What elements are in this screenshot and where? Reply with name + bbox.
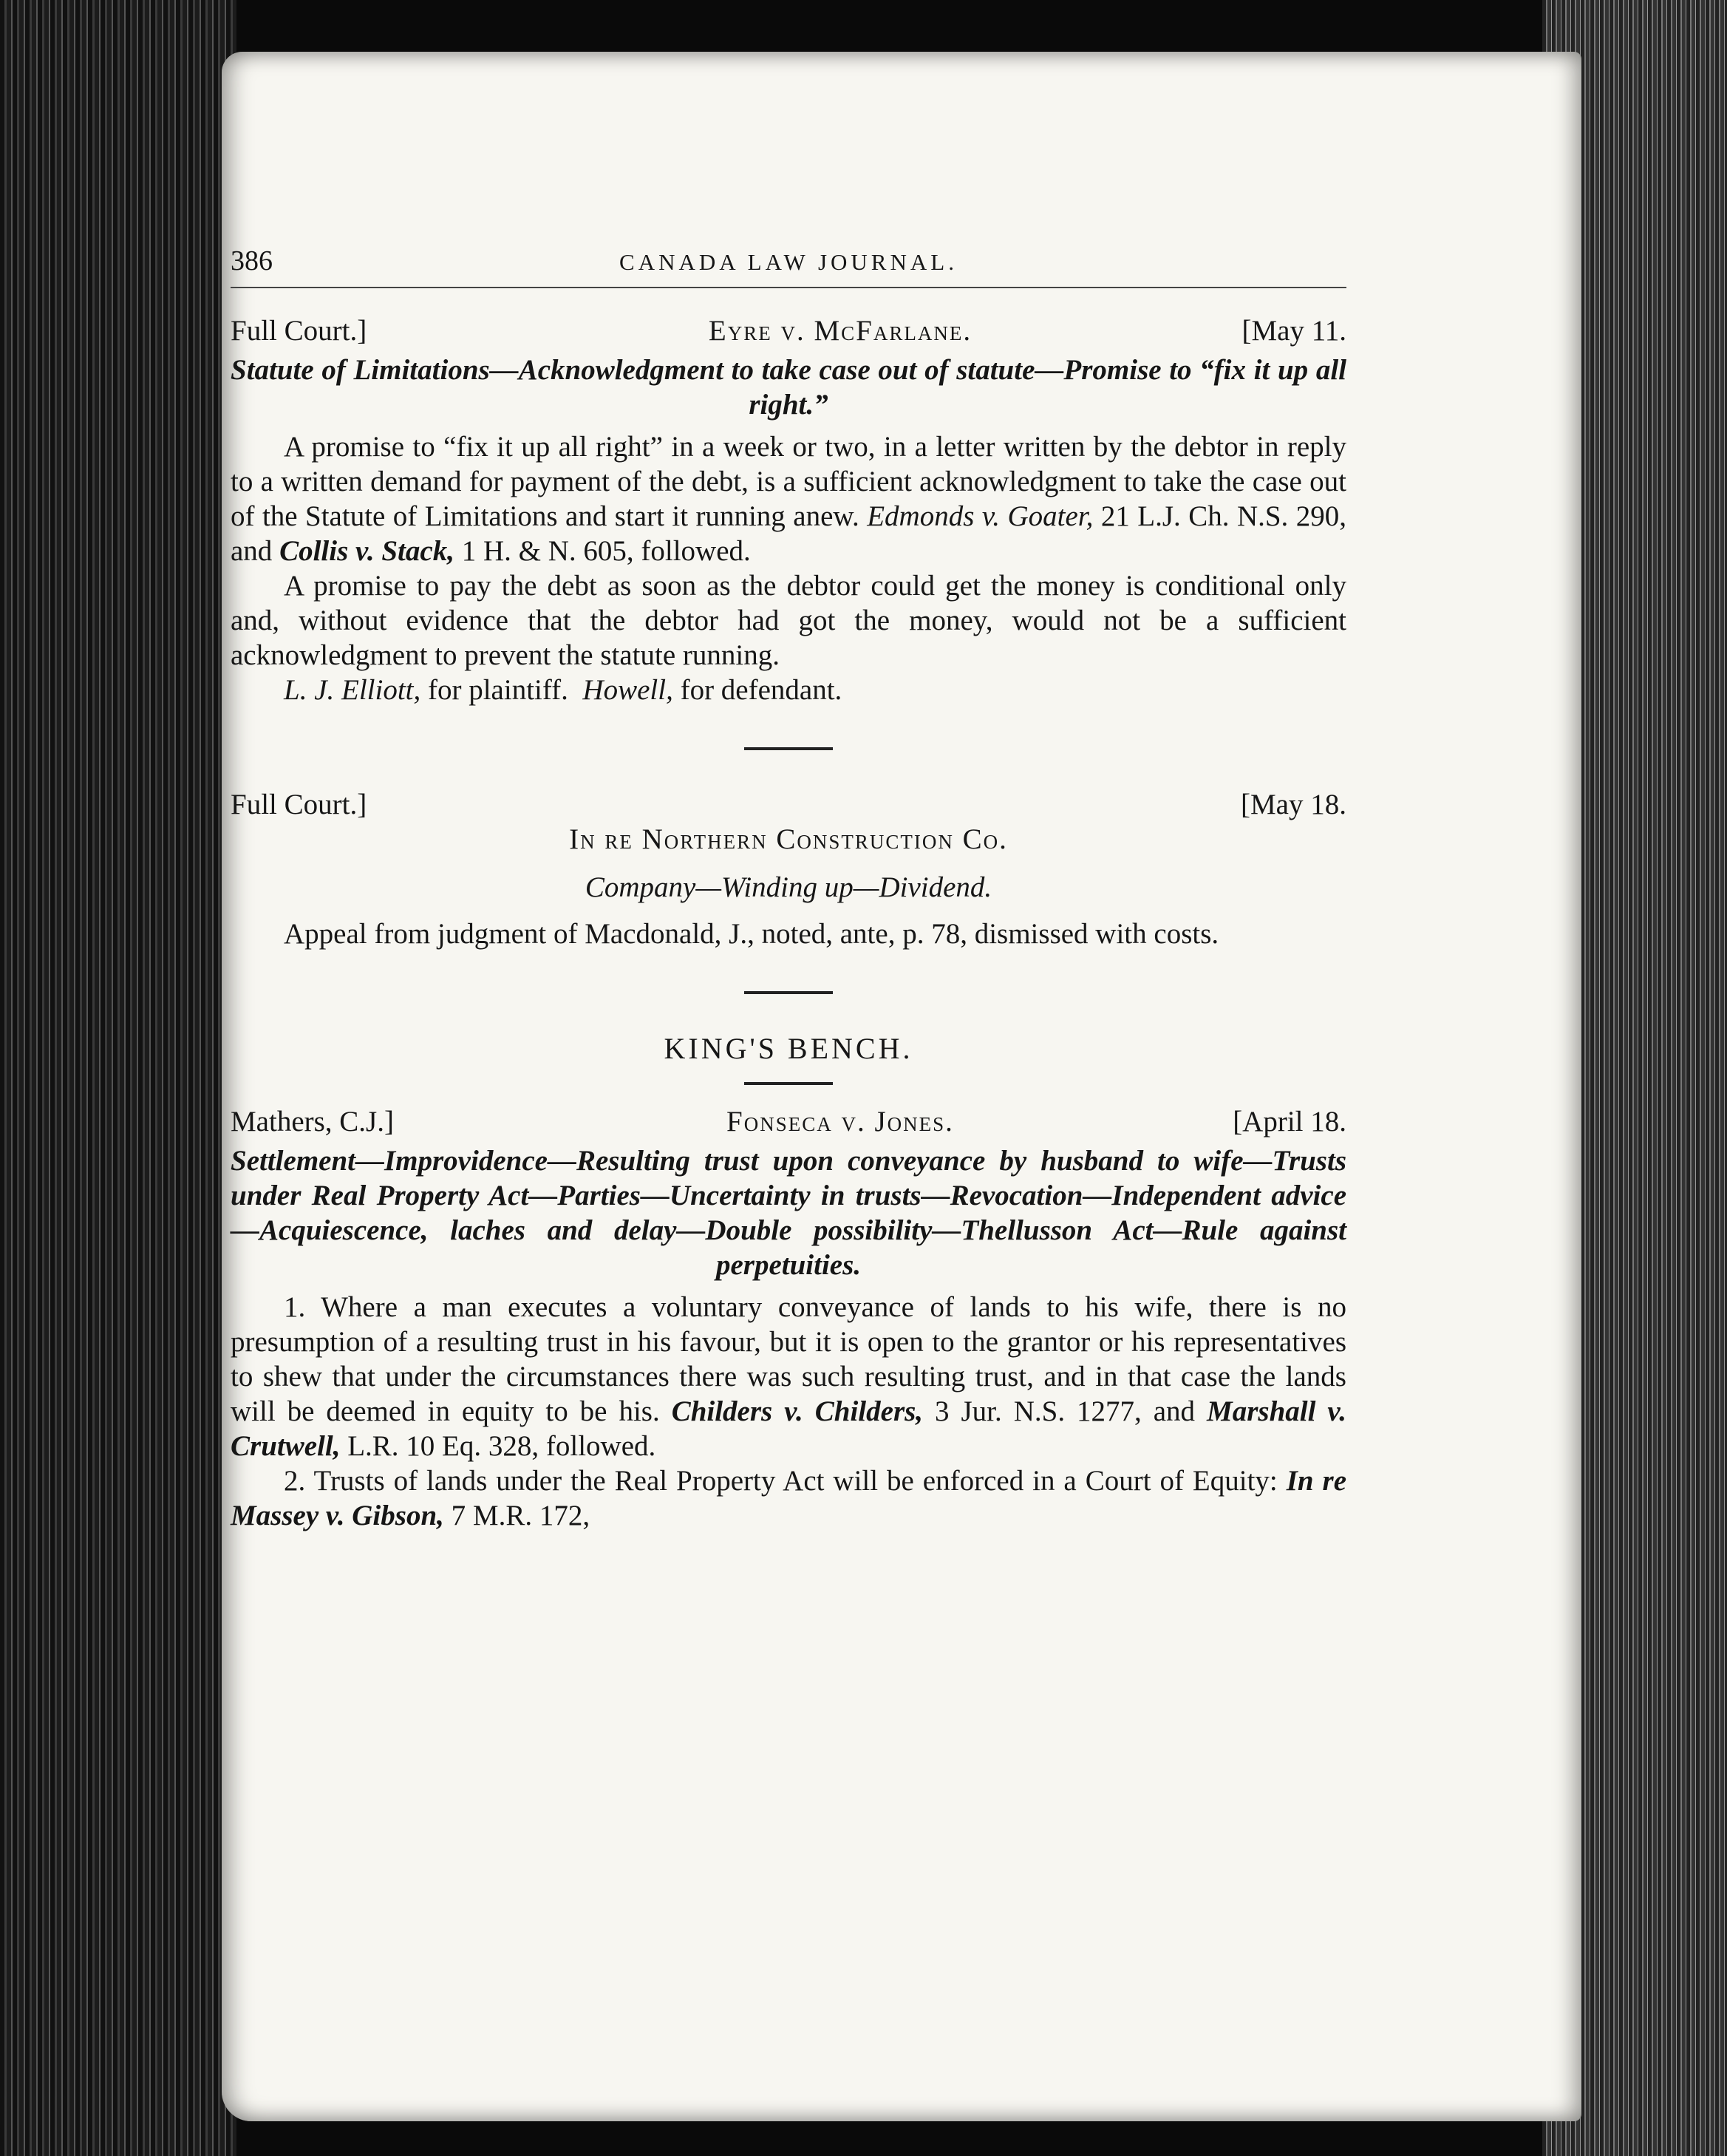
case3-paragraph-2: [231, 1463, 1346, 1533]
page-content: [231, 244, 1346, 1533]
running-head: [231, 244, 1346, 288]
counsel-defendant-role: for defendant.: [680, 674, 842, 706]
case3-court: Mathers, C.J.]: [231, 1106, 394, 1137]
case1-cite-1: Edmonds v. Goater,: [867, 500, 1094, 532]
case3-cite-2-rest: L.R. 10 Eq. 328, followed.: [347, 1430, 656, 1462]
counsel-plaintiff-role: for plaintiff.: [428, 674, 568, 706]
case3-para2-cite: In re Massey v. Gibson,: [231, 1465, 1347, 1531]
case3-para2-cite-rest: 7 M.R. 172,: [451, 1500, 590, 1531]
case1-cite-2: Collis v. Stack,: [279, 535, 454, 567]
page-number: 386: [231, 245, 273, 276]
section-title: KING'S BENCH.: [664, 1032, 913, 1065]
scan-left-margin: [0, 0, 236, 2156]
case1-heading: [231, 313, 1346, 348]
case1-cite-1-rest: 21 L.J. Ch. N.S. 290, and: [231, 500, 1346, 567]
case3-headnote: Settlement—Improvidence—Resulting trust upon conveyance by husband to wife—Trusts under Real Property Act—Parties—Uncertainty in trusts—Revocation—Independent advice—Acquiescence, laches and delay—Double possibility—Thellusson Act—Rule against perpetuities.: [231, 1145, 1346, 1281]
case1-counsel: [231, 673, 1346, 707]
case3-date: [April 18.: [1233, 1106, 1346, 1137]
case2-paragraph-1: Appeal from judgment of Macdonald, J., noted, ante, p. 78, dismissed with costs.: [284, 918, 1219, 950]
case2-headnote: Company—Winding up—Dividend.: [585, 871, 992, 903]
case3-paragraph-1: [231, 1290, 1346, 1463]
case-divider-1: [744, 747, 833, 750]
case2-court: Full Court.]: [231, 789, 367, 820]
case2-heading: [231, 787, 1346, 822]
case-divider-2: [744, 991, 833, 994]
case3-cite-2: Marshall v. Crutwell,: [231, 1395, 1346, 1462]
case3-cite-1-rest: 3 Jur. N.S. 1277, and: [935, 1395, 1196, 1427]
section-divider: [744, 1082, 833, 1085]
case1-headnote: Statute of Limitations—Acknowledgment to take case out of statute—Promise to “fix it up all right.”: [231, 354, 1346, 421]
case1-court: Full Court.]: [231, 315, 367, 347]
case3-para2-text: 2. Trusts of lands under the Real Property Act will be enforced in a Court of Equity:: [284, 1465, 1278, 1497]
case3-name: Fonseca v. Jones.: [726, 1106, 954, 1137]
counsel-defendant-name: Howell,: [582, 674, 673, 706]
case1-name: Eyre v. McFarlane.: [708, 315, 972, 347]
case2-date: [May 18.: [1241, 789, 1346, 820]
case3-cite-1: Childers v. Childers,: [671, 1395, 924, 1427]
counsel-plaintiff-name: L. J. Elliott,: [284, 674, 421, 706]
case1-paragraph-1: [231, 429, 1346, 568]
case1-cite-2-rest: 1 H. & N. 605, followed.: [461, 535, 751, 567]
case3-heading: [231, 1104, 1346, 1139]
case2-name: In re Northern Construction Co.: [569, 823, 1008, 855]
case3-para1-text: 1. Where a man executes a voluntary conveyance of lands to his wife, there is no presumption of a resulting trust in his favour, but it is open to the grantor or his representatives to shew that under the circumstances there was such resulting trust, and in that case the lands will be deemed in equity to be his.: [231, 1291, 1346, 1427]
case1-paragraph-2: A promise to pay the debt as soon as the debtor could get the money is conditional only and, without evidence that the debtor had got the money, would not be a sufficient acknowledgment to prevent the statute running.: [231, 570, 1346, 671]
case1-para1-text: A promise to “fix it up all right” in a week or two, in a letter written by the debtor in reply to a written demand for payment of the debt, is a sufficient acknowledgment to take the case out of the Statute of Limitations and start it running anew.: [231, 431, 1346, 532]
case1-date: [May 11.: [1241, 315, 1346, 347]
journal-title: CANADA LAW JOURNAL.: [619, 249, 958, 275]
